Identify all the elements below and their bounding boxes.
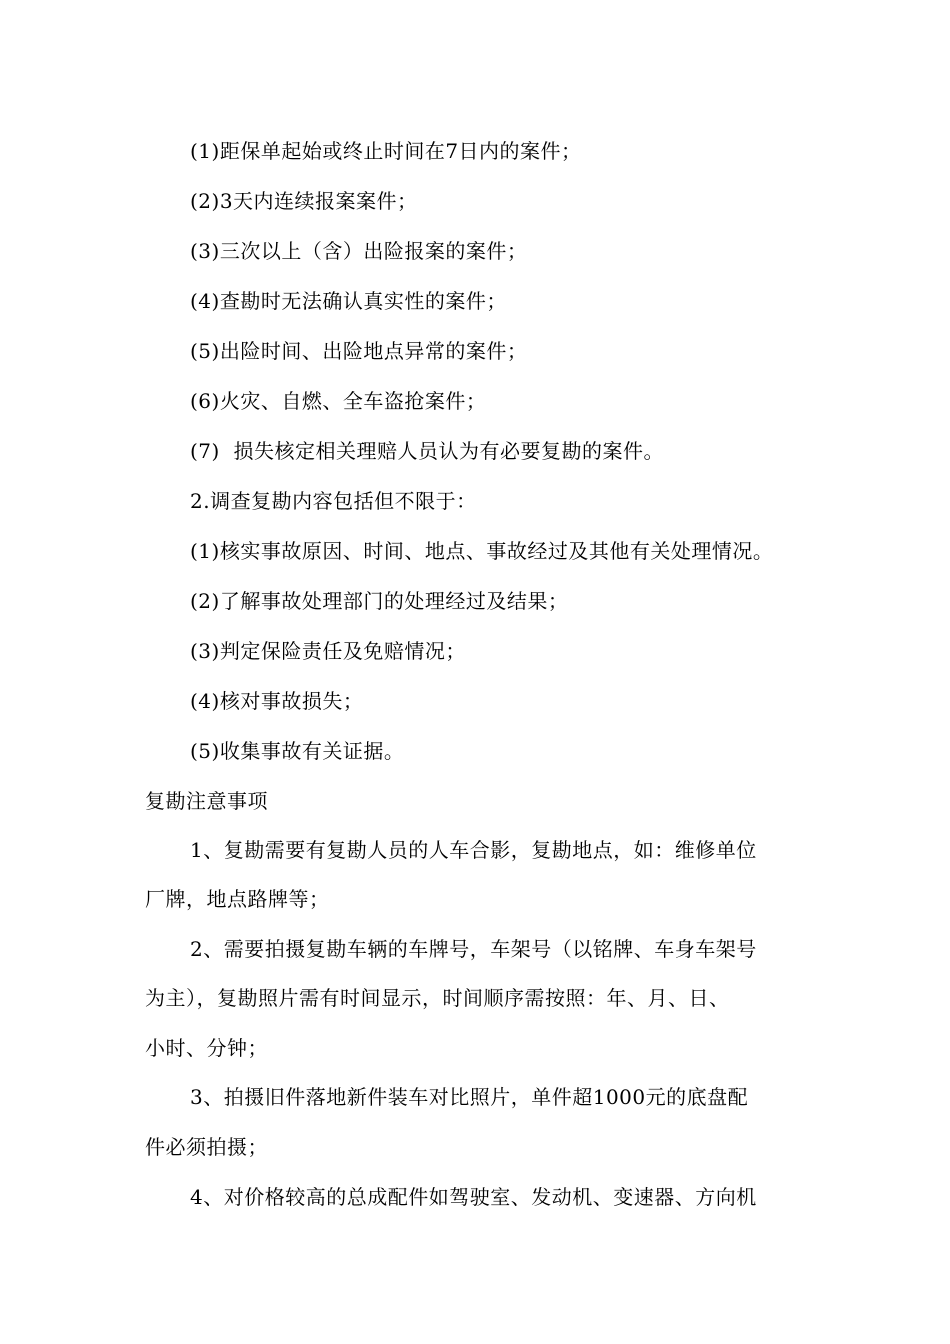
list2-item-5: (5)收集事故有关证据。 (190, 739, 405, 763)
note-2-line-2: 为主），复勘照片需有时间显示，时间顺序需按照：年、月、日、 (145, 986, 730, 1010)
note-4-line-1: 4、对价格较高的总成配件如驾驶室、发动机、变速器、方向机 (190, 1185, 757, 1209)
list1-item-3: (3)三次以上（含）出险报案的案件； (190, 239, 528, 263)
note-1-line-2: 厂牌，地点路牌等； (145, 887, 330, 911)
note-2-line-3: 小时、分钟； (145, 1036, 268, 1060)
list1-item-5: (5)出险时间、出险地点异常的案件； (190, 339, 528, 363)
note-3-line-2: 件必须拍摄； (145, 1135, 268, 1159)
note-3-line-1: 3、拍摄旧件落地新件装车对比照片，单件超1000元的底盘配 (190, 1085, 749, 1109)
list1-item-2: (2)3天内连续报案案件； (190, 189, 418, 213)
note-2-line-1: 2、需要拍摄复勘车辆的车牌号，车架号（以铭牌、车身车架号 (190, 937, 757, 961)
notes-heading: 复勘注意事项 (145, 789, 268, 813)
list2-item-4: (4)核对事故损失； (190, 689, 364, 713)
list1-item-1: (1)距保单起始或终止时间在7日内的案件； (190, 139, 582, 163)
list1-item-4: (4)查勘时无法确认真实性的案件； (190, 289, 507, 313)
note-1-line-1: 1、复勘需要有复勘人员的人车合影，复勘地点，如：维修单位 (190, 838, 757, 862)
list2-item-3: (3)判定保险责任及免赔情况； (190, 639, 466, 663)
list1-item-7: (7) 损失核定相关理赔人员认为有必要复勘的案件。 (190, 439, 665, 463)
list2-item-2: (2)了解事故处理部门的处理经过及结果； (190, 589, 569, 613)
section2-heading: 2.调查复勘内容包括但不限于： (190, 489, 477, 513)
list2-item-1: (1)核实事故原因、时间、地点、事故经过及其他有关处理情况。 (190, 539, 774, 563)
list1-item-6: (6)火灾、自燃、全车盗抢案件； (190, 389, 487, 413)
